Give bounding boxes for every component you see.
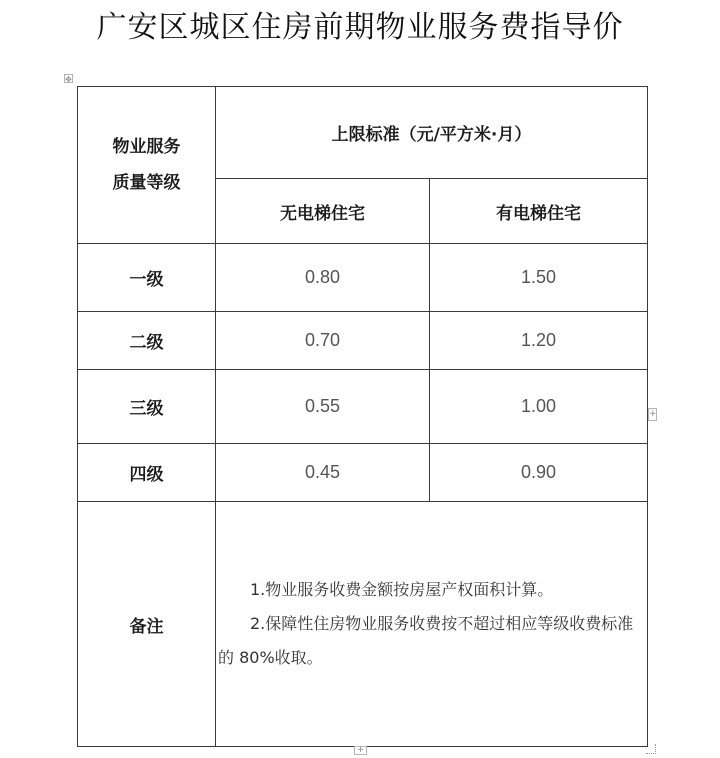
header-elevator-label: 有电梯住宅 — [496, 203, 581, 224]
no-elevator-value: 0.45 — [216, 444, 430, 502]
page-title: 广安区城区住房前期物业服务费指导价 — [96, 10, 624, 45]
table-move-icon[interactable]: ✥ — [65, 75, 72, 84]
remarks-note-1: 1.物业服务收费金额按房屋产权面积计算。 — [250, 580, 554, 599]
elevator-value: 1.00 — [430, 370, 648, 444]
add-row-icon[interactable]: + — [354, 746, 367, 755]
elevator-value: 1.50 — [430, 244, 648, 312]
no-elevator-value: 0.70 — [216, 312, 430, 370]
header-grade-line1: 物业服务 — [112, 137, 181, 157]
table-row — [78, 370, 648, 444]
fee-table — [77, 86, 648, 747]
level-cell: 一级 — [78, 244, 216, 312]
add-column-icon[interactable]: + — [649, 409, 657, 419]
level-cell: 三级 — [78, 370, 216, 444]
table-row — [78, 244, 648, 312]
remarks-row — [78, 502, 648, 747]
remarks-note-2: 2.保障性住房物业服务收费按不超过相应等级收费标准的 80%收取。 — [218, 614, 634, 667]
header-no-elevator-label: 无电梯住宅 — [280, 203, 365, 224]
remarks-cell — [216, 502, 648, 747]
no-elevator-value: 0.80 — [216, 244, 430, 312]
resize-icon[interactable] — [646, 744, 656, 754]
header-row-1 — [78, 87, 648, 179]
no-elevator-value: 0.55 — [216, 370, 430, 444]
table-row — [78, 312, 648, 370]
header-no-elevator-cell — [216, 179, 430, 244]
elevator-value: 1.20 — [430, 312, 648, 370]
remarks-label: 备注 — [78, 502, 216, 747]
header-limit-cell — [216, 87, 648, 179]
header-grade-line2: 质量等级 — [112, 173, 181, 193]
level-cell: 二级 — [78, 312, 216, 370]
header-grade-cell — [78, 87, 216, 244]
header-limit-label: 上限标准（元/平方米·月） — [331, 125, 532, 145]
table-row — [78, 444, 648, 502]
elevator-value: 0.90 — [430, 444, 648, 502]
header-elevator-cell — [430, 179, 648, 244]
level-cell: 四级 — [78, 444, 216, 502]
